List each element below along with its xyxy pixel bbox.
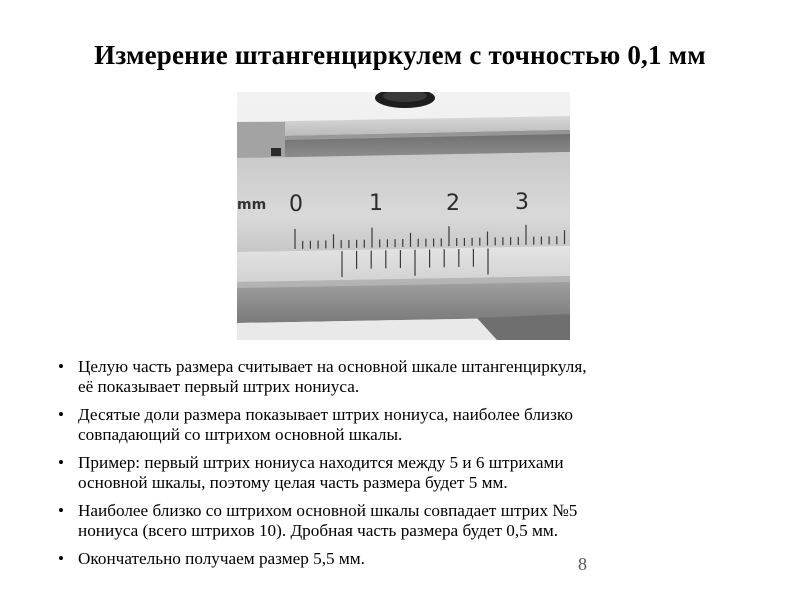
bullet-list [56, 357, 756, 577]
bullet-marker: • [58, 549, 65, 568]
bullet-text-line: основной шкалы, поэтому целая часть размера будет 5 мм. [78, 473, 508, 492]
bullet-item [56, 501, 756, 541]
bullet-item [56, 549, 756, 569]
slide-title: Измерение штангенциркулем с точностью 0,1 мм [94, 40, 706, 70]
bullet-text-line: Наиболее близко со штрихом основной шкалы совпадает штрих №5 [78, 501, 578, 520]
bullet-text-line: Целую часть размера считывает на основной шкале штангенциркуля, [78, 357, 587, 376]
caliper-illustration [237, 92, 570, 340]
bullet-item [56, 357, 756, 397]
main-scale-number-3: 3 [515, 190, 529, 215]
bullet-text-line: Пример: первый штрих нониуса находится между 5 и 6 штрихами [78, 453, 564, 472]
bullet-item [56, 453, 756, 493]
bullet-marker: • [58, 405, 65, 424]
bullet-text-line: нониуса (всего штрихов 10). Дробная часть размера будет 0,5 мм. [78, 521, 559, 540]
bullet-marker: • [58, 453, 65, 472]
caliper-photo [237, 92, 570, 340]
bullet-marker: • [58, 501, 65, 520]
main-scale-number-1: 1 [369, 191, 383, 216]
bullet-marker: • [58, 357, 65, 376]
main-scale-number-0: 0 [289, 192, 303, 217]
bullet-text-line: Десятые доли размера показывает штрих нониуса, наиболее близко [78, 405, 573, 424]
bullet-item [56, 405, 756, 445]
bullet-text-line: совпадающий со штрихом основной шкалы. [78, 425, 403, 444]
bullet-text-line: её показывает первый штрих нониуса. [78, 377, 360, 396]
bullet-text-line: Окончательно получаем размер 5,5 мм. [78, 549, 365, 568]
main-scale-unit: mm [237, 197, 267, 213]
page-number: 8 [578, 554, 587, 574]
main-scale-number-2: 2 [446, 191, 460, 216]
